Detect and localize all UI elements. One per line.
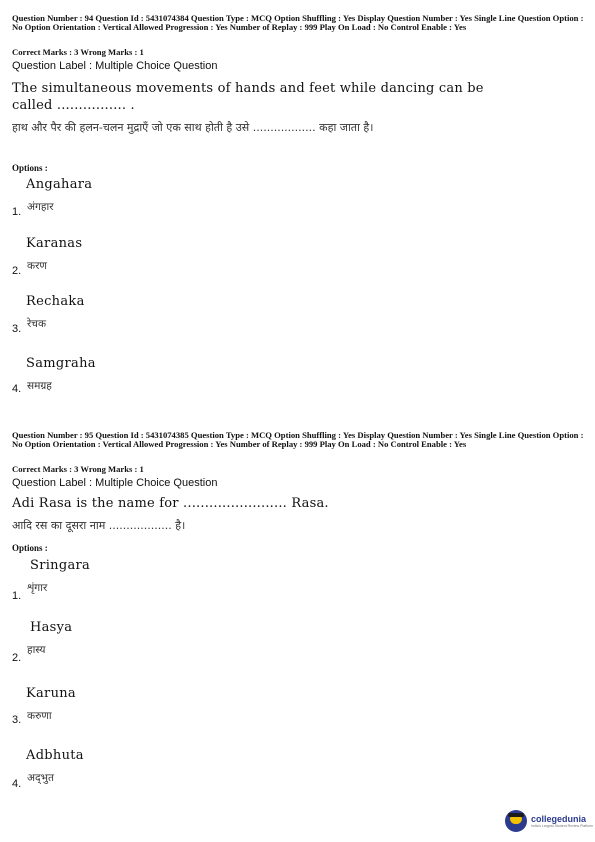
question-95-meta: Question Number : 95 Question Id : 5431074385 Question Type : MCQ Option Shuffling : Yes Display Question Number : Yes Single Line Question Option : No Option Orientation : Vertical Allowed Progression : Yes Number of Replay : 999 Play On Load : No Control Enable : Yes bbox=[12, 430, 584, 450]
q94-option-2-en: Karanas bbox=[26, 236, 83, 251]
logo-tagline: India's Largest Student Review Platform bbox=[531, 823, 594, 828]
q94-option-1-en: Angahara bbox=[26, 177, 93, 192]
collegedunia-mascot-icon bbox=[505, 810, 527, 832]
question-94-text-hi: हाथ और पैर की हलन-चलन मुद्राएँ जो एक साथ होती है उसे .................. कहा जाता है। bbox=[12, 121, 374, 134]
q94-option-3-number: 3. bbox=[12, 323, 22, 335]
q95-option-2-hi: हास्य bbox=[27, 644, 46, 656]
q95-option-3-number: 3. bbox=[12, 714, 22, 726]
q95-option-1-hi: शृंगार bbox=[27, 582, 48, 594]
question-94-label: Question Label : Multiple Choice Question bbox=[12, 60, 218, 72]
q94-option-2-number: 2. bbox=[12, 265, 22, 277]
q94-option-1-number: 1. bbox=[12, 206, 22, 218]
question-95-marks: Correct Marks : 3 Wrong Marks : 1 bbox=[12, 464, 144, 474]
question-95-text-hi: आदि रस का दूसरा नाम .................. है। bbox=[12, 519, 186, 532]
question-95-options-label: Options : bbox=[12, 543, 48, 553]
q94-option-4-en: Samgraha bbox=[26, 356, 96, 371]
q95-option-4-number: 4. bbox=[12, 778, 22, 790]
q95-option-4-hi: अद्‌भुत bbox=[27, 772, 54, 784]
q94-option-4-hi: समग्रह bbox=[27, 380, 52, 392]
q95-option-4-en: Adbhuta bbox=[26, 748, 84, 763]
q95-option-2-en: Hasya bbox=[30, 620, 73, 635]
question-94-meta: Question Number : 94 Question Id : 5431074384 Question Type : MCQ Option Shuffling : Yes Display Question Number : Yes Single Line Question Option : No Option Orientation : Vertical Allowed Progression : Yes Number of Replay : 999 Play On Load : No Control Enable : Yes bbox=[12, 13, 584, 33]
collegedunia-logo bbox=[505, 810, 593, 832]
question-94-text-en: The simultaneous movements of hands and feet while dancing can be called ................ . bbox=[12, 81, 484, 113]
q94-option-4-number: 4. bbox=[12, 383, 22, 395]
q94-option-2-hi: करण bbox=[27, 260, 47, 272]
q95-option-3-hi: करुणा bbox=[27, 710, 52, 722]
q95-option-2-number: 2. bbox=[12, 652, 22, 664]
question-94-marks: Correct Marks : 3 Wrong Marks : 1 bbox=[12, 47, 144, 57]
q95-option-1-number: 1. bbox=[12, 590, 22, 602]
question-95-label: Question Label : Multiple Choice Question bbox=[12, 477, 218, 489]
logo-name: collegedunia bbox=[531, 813, 587, 824]
q94-option-1-hi: अंगहार bbox=[27, 201, 54, 213]
q95-option-3-en: Karuna bbox=[26, 686, 76, 701]
q94-option-3-hi: रेचक bbox=[27, 318, 47, 330]
question-94-options-label: Options : bbox=[12, 163, 48, 173]
question-95-text-en: Adi Rasa is the name for ........................ Rasa. bbox=[12, 496, 329, 511]
q95-option-1-en: Sringara bbox=[30, 558, 91, 573]
q94-option-3-en: Rechaka bbox=[26, 294, 85, 309]
